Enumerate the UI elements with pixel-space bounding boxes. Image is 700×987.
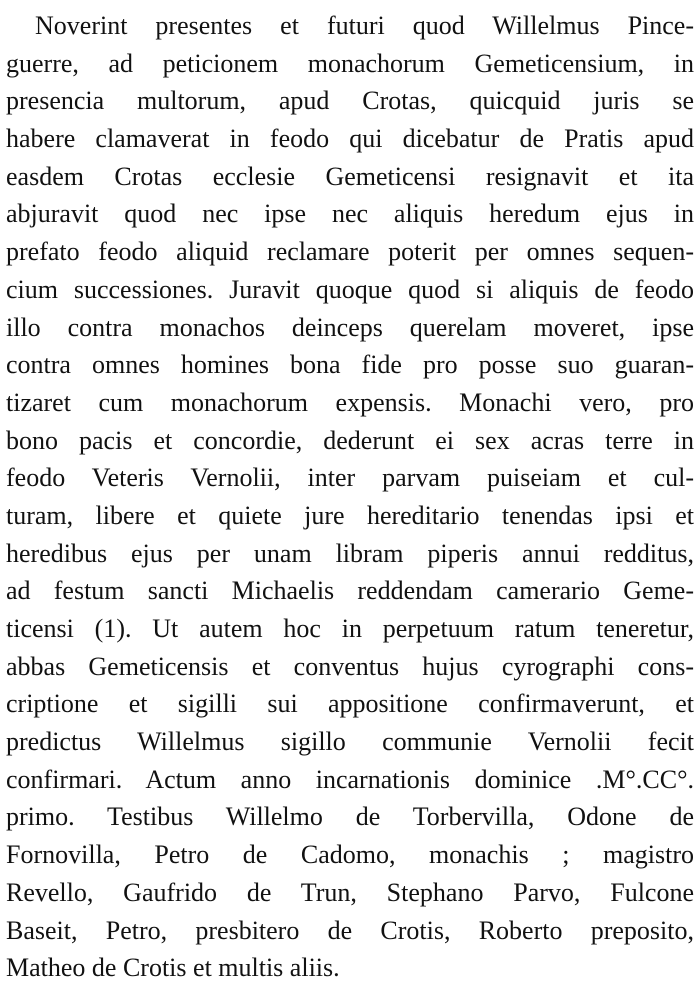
text-line: abbas Gemeticensis et conventus hujus cyrographi cons- — [6, 651, 694, 681]
text-line: Baseit, Petro, presbitero de Crotis, Roberto preposito, — [6, 915, 694, 945]
text-line: tizaret cum monachorum expensis. Monachi vero, pro — [6, 387, 694, 417]
charter-text — [6, 7, 694, 987]
text-line: heredibus ejus per unam libram piperis annui redditus, — [6, 538, 694, 568]
text-line: illo contra monachos deinceps querelam moveret, ipse — [6, 312, 694, 342]
text-line: contra omnes homines bona fide pro posse suo guaran- — [6, 350, 694, 380]
text-line: abjuravit quod nec ipse nec aliquis heredum ejus in — [6, 199, 694, 229]
text-line: habere clamaverat in feodo qui dicebatur de Pratis apud — [6, 124, 694, 154]
text-line: predictus Willelmus sigillo communie Vernolii fecit — [6, 727, 694, 757]
text-line: prefato feodo aliquid reclamare poterit per omnes sequen- — [6, 237, 694, 267]
text-line: criptione et sigilli sui appositione confirmaverunt, et — [6, 689, 694, 719]
text-line: confirmari. Actum anno incarnationis dominice .M°.CC°. — [6, 764, 694, 794]
text-line: Noverint presentes et futuri quod Willelmus Pince- — [35, 11, 694, 40]
text-line: presencia multorum, apud Crotas, quicquid juris se — [6, 86, 694, 116]
text-line: turam, libere et quiete jure hereditario tenendas ipsi et — [6, 500, 694, 530]
text-line: Revello, Gaufrido de Trun, Stephano Parvo, Fulcone — [6, 877, 694, 907]
text-line: guerre, ad peticionem monachorum Gemeticensium, in — [6, 48, 694, 78]
text-line: ticensi (1). Ut autem hoc in perpetuum ratum teneretur, — [6, 614, 694, 643]
text-line: feodo Veteris Vernolii, inter parvam puiseiam et cul- — [6, 463, 694, 493]
text-line: bono pacis et concordie, dederunt ei sex acras terre in — [6, 425, 694, 455]
text-line: ad festum sancti Michaelis reddendam camerario Geme- — [6, 576, 694, 606]
text-line: Matheo de Crotis et multis aliis. — [6, 953, 340, 983]
text-line: primo. Testibus Willelmo de Torbervilla, Odone de — [6, 802, 694, 832]
text-line: Fornovilla, Petro de Cadomo, monachis ; magistro — [6, 840, 694, 870]
text-line: cium successiones. Juravit quoque quod si aliquis de feodo — [6, 274, 694, 304]
text-line: easdem Crotas ecclesie Gemeticensi resignavit et ita — [6, 161, 694, 191]
